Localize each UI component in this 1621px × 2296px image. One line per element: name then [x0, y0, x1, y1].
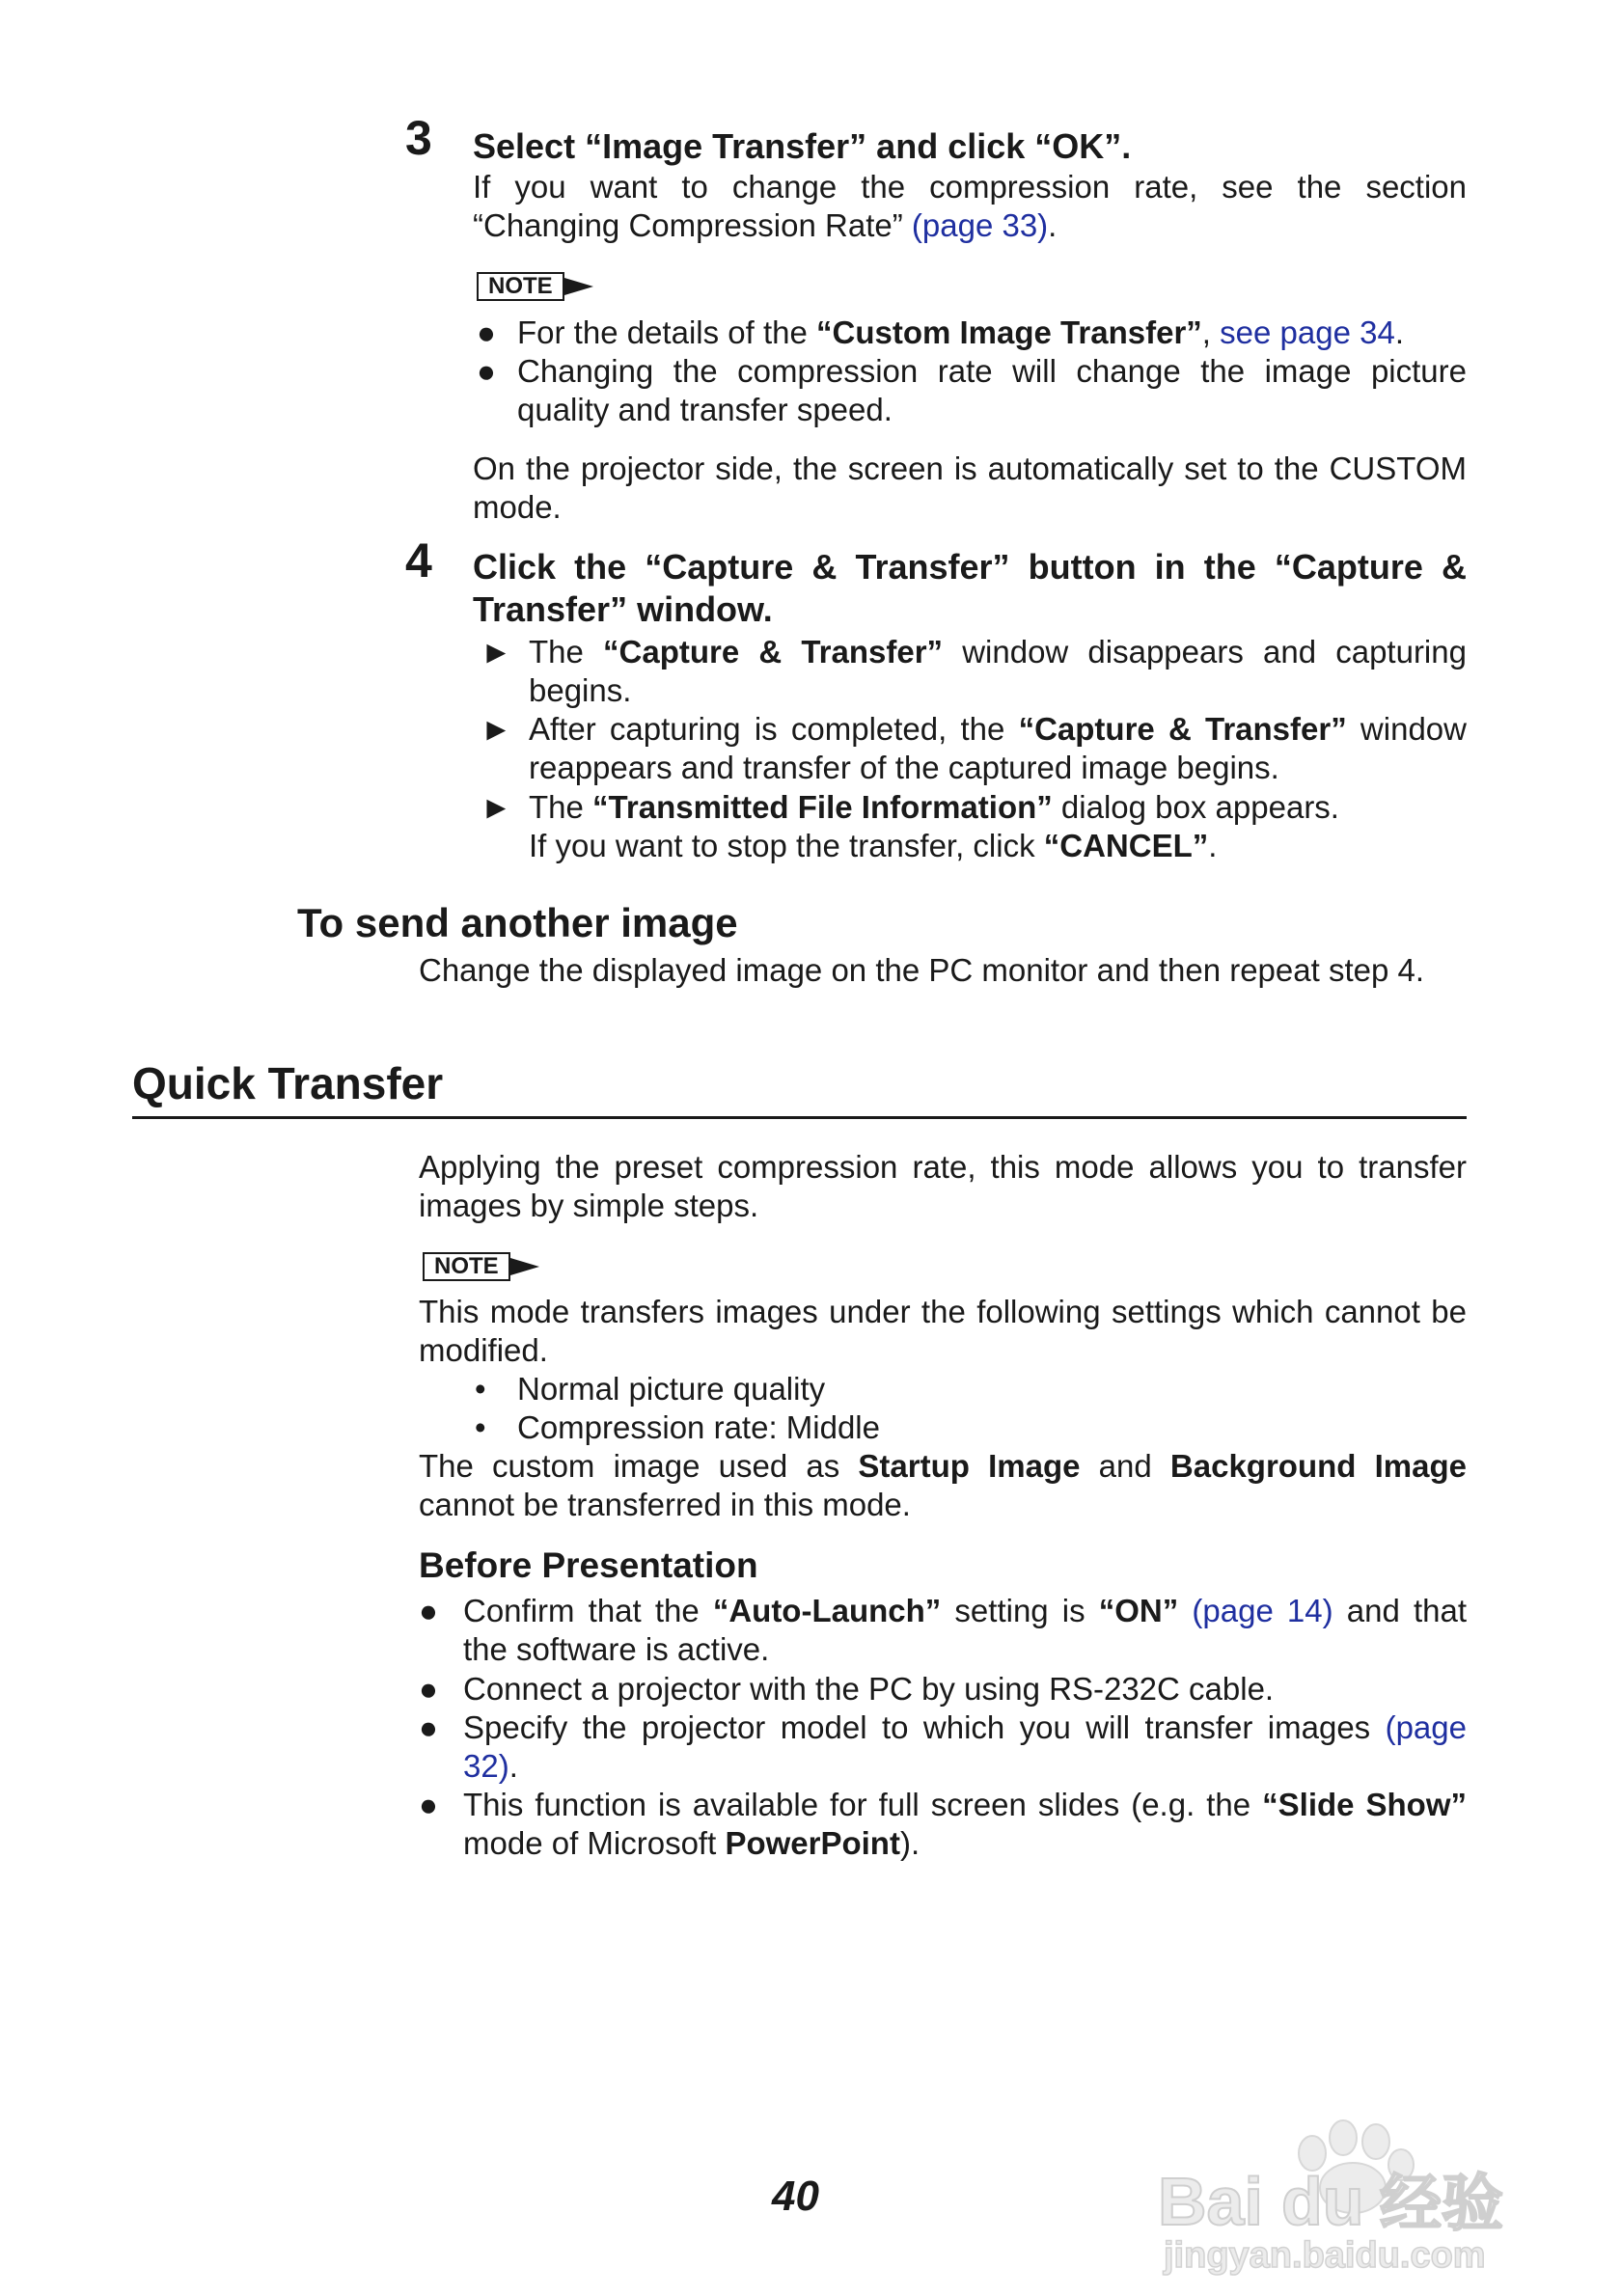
text: and — [1080, 1448, 1170, 1484]
section-title: Quick Transfer — [132, 1058, 444, 1108]
result-item — [481, 710, 1467, 787]
text: . — [508, 1748, 518, 1784]
watermark-cn: 经验 — [1380, 2169, 1503, 2240]
text: setting is — [941, 1593, 1099, 1628]
result-item — [481, 788, 1467, 865]
note-badge — [423, 1252, 539, 1281]
text: This function is available for full screen slides (e.g. the — [463, 1787, 1263, 1822]
bullet-icon: ● — [477, 314, 496, 350]
bullet-icon: ● — [419, 1593, 438, 1628]
text: If you want to stop the transfer, click — [529, 828, 1044, 863]
text: The — [529, 789, 593, 825]
triangle-icon: ► — [481, 711, 512, 747]
note-label: NOTE — [423, 1252, 510, 1281]
paragraph: On the projector side, the screen is automatically set to the CUSTOM mode. — [473, 451, 1467, 525]
bold-text: “ON” — [1098, 1593, 1179, 1628]
text: window reappears and transfer of the captured image begins. — [529, 711, 1467, 785]
bold-text: “Auto-Launch” — [712, 1593, 942, 1628]
step-number: 4 — [405, 533, 432, 588]
text: Changing the compression rate will change the image picture quality and transfer speed. — [517, 353, 1467, 427]
note-arrow-icon — [564, 274, 593, 299]
text: Specify the projector model to which you will transfer images — [463, 1709, 1386, 1745]
page-link[interactable]: (page 33) — [911, 207, 1049, 243]
list-item — [475, 1408, 1343, 1447]
bold-text: “Capture & Transfer” — [1018, 711, 1347, 747]
bullet-icon: ● — [419, 1709, 438, 1745]
text: After capturing is completed, the — [529, 711, 1019, 747]
text: Normal picture quality — [517, 1371, 826, 1407]
text: For the details of the — [517, 314, 817, 350]
list-item — [477, 352, 1467, 429]
triangle-icon: ► — [481, 789, 512, 825]
text: Compression rate: Middle — [517, 1409, 880, 1445]
note-label: NOTE — [477, 272, 564, 301]
paragraph: This mode transfers images under the following settings which cannot be modified. — [419, 1294, 1467, 1368]
subsection-heading: Before Presentation — [419, 1545, 758, 1585]
dot-bullet-icon: • — [475, 1409, 486, 1445]
list-item — [477, 314, 1467, 352]
text: ). — [899, 1825, 920, 1861]
watermark-brand: Bai — [1158, 2164, 1263, 2239]
bold-text: “Capture & Transfer” — [603, 634, 944, 670]
step-heading: Select “Image Transfer” and click “OK”. — [473, 126, 1132, 166]
list-item — [419, 1592, 1467, 1669]
bold-text: “Slide Show” — [1262, 1787, 1468, 1822]
text: dialog box appears. — [1052, 789, 1339, 825]
body-end: . — [1048, 207, 1058, 243]
text: The custom image used as — [419, 1448, 859, 1484]
bold-text: Background Image — [1169, 1448, 1467, 1484]
page-number: 40 — [772, 2173, 819, 2220]
list-item — [419, 1670, 1467, 1708]
bold-text: “CANCEL” — [1043, 828, 1209, 863]
bullet-icon: ● — [419, 1671, 438, 1707]
step-heading: Click the “Capture & Transfer” button in the “Capture & Transfer” window. — [473, 547, 1467, 629]
baidu-watermark — [1139, 2103, 1563, 2277]
text: . — [1394, 314, 1404, 350]
section-rule — [132, 1116, 1467, 1119]
paragraph — [419, 1447, 1467, 1524]
bold-text: “Transmitted File Information” — [592, 789, 1053, 825]
bold-text: PowerPoint — [725, 1825, 900, 1861]
dot-bullet-icon: • — [475, 1371, 486, 1407]
step-body — [473, 168, 1467, 245]
bold-text: “Custom Image Transfer” — [816, 314, 1202, 350]
list-item — [419, 1786, 1467, 1863]
text: , — [1201, 314, 1221, 350]
subsection-heading: To send another image — [297, 900, 738, 945]
text: . — [1208, 828, 1218, 863]
watermark-brand-du: du — [1281, 2164, 1364, 2239]
triangle-icon: ► — [481, 634, 512, 670]
text: window disappears and capturing begins. — [529, 634, 1467, 708]
bold-text: Startup Image — [858, 1448, 1081, 1484]
page-link[interactable]: (page 14) — [1192, 1593, 1333, 1628]
paragraph: Change the displayed image on the PC monitor and then repeat step 4. — [419, 952, 1425, 988]
note-badge — [477, 272, 593, 301]
text: Connect a projector with the PC by using RS-232C cable. — [463, 1671, 1275, 1707]
text: The — [529, 634, 604, 670]
paragraph: Applying the preset compression rate, this mode allows you to transfer images by simple steps. — [419, 1149, 1467, 1223]
text: and that the software is active. — [463, 1593, 1467, 1667]
text: Confirm that the — [463, 1593, 713, 1628]
text: mode of Microsoft — [463, 1825, 726, 1861]
page-link[interactable]: see page 34 — [1220, 314, 1395, 350]
note-arrow-icon — [510, 1254, 539, 1279]
page-link[interactable]: (page 32) — [463, 1709, 1467, 1784]
text: cannot be transferred in this mode. — [419, 1487, 911, 1522]
list-item — [419, 1708, 1467, 1786]
step-number: 3 — [405, 111, 432, 165]
text — [1178, 1593, 1192, 1628]
bullet-icon: ● — [419, 1787, 438, 1822]
watermark-url: jingyan.baidu.com — [1164, 2235, 1486, 2276]
bullet-icon: ● — [477, 353, 496, 389]
result-item — [481, 633, 1467, 710]
body-text: If you want to change the compression rate, see the section “Changing Compression Rate” — [473, 169, 1467, 243]
list-item — [475, 1370, 1343, 1408]
